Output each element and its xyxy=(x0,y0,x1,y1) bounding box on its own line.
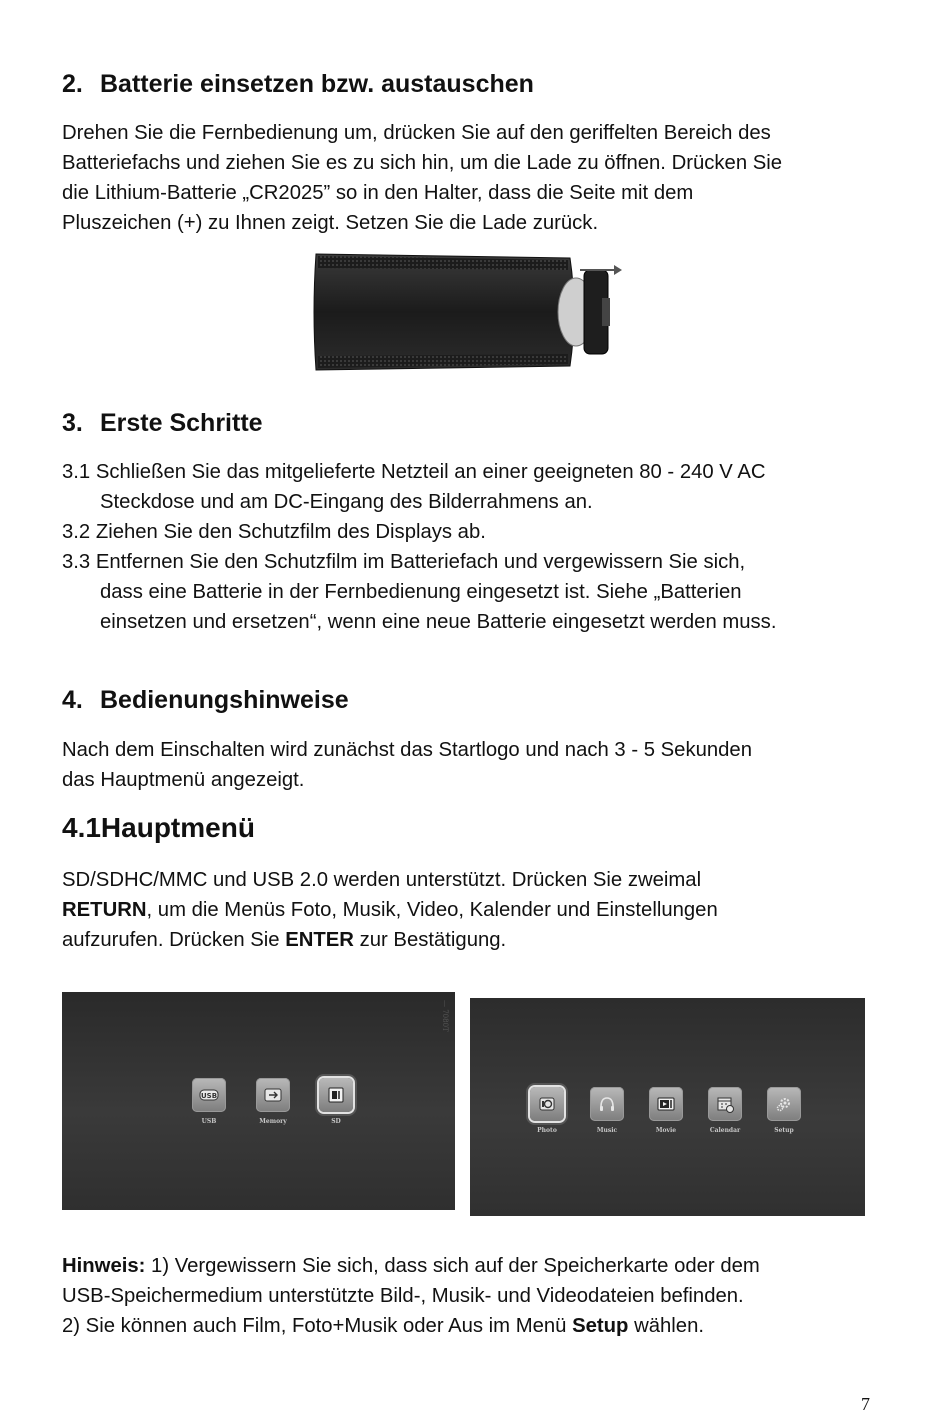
section-3-list xyxy=(62,457,882,637)
section-title: Batterie einsetzen bzw. austauschen xyxy=(100,70,534,98)
list-item-continuation: einsetzen und ersetzen“, wenn eine neue Batterie eingesetzt werden muss. xyxy=(100,611,777,633)
tray-grip xyxy=(602,298,610,326)
model-label: — 7080T xyxy=(441,1000,449,1032)
page-number: 7 xyxy=(861,1394,870,1414)
section-number: 3. xyxy=(62,409,83,437)
text-line xyxy=(62,925,882,955)
text-line: Pluszeichen (+) zu Ihnen zeigt. Setzen Sie die Lade zurück. xyxy=(62,212,599,234)
source-menu-screenshot xyxy=(62,992,455,1210)
note-label: Hinweis: xyxy=(62,1255,146,1277)
sd-label: SD xyxy=(331,1118,341,1125)
setup-menu-label: Setup xyxy=(572,1315,629,1337)
text-fragment: wählen. xyxy=(628,1315,704,1337)
text-line: Batteriefachs und ziehen Sie es zu sich hin, um die Lade zu öffnen. Drücken Sie xyxy=(62,152,783,174)
text-line xyxy=(62,895,882,925)
section-title: Erste Schritte xyxy=(100,409,263,437)
list-item-continuation: Steckdose und am DC-Eingang des Bilderrahmens an. xyxy=(100,491,593,513)
movie-icon xyxy=(649,1087,683,1121)
section-2-heading xyxy=(62,70,534,99)
svg-text:USB: USB xyxy=(200,1092,218,1100)
section-4-1-heading: 4.1Hauptmenü xyxy=(62,812,255,843)
section-title: Bedienungshinweise xyxy=(100,686,349,714)
text-fragment: aufzurufen. Drücken Sie xyxy=(62,929,286,951)
text-line: Nach dem Einschalten wird zunächst das Startlogo und nach 3 - 5 Sekunden xyxy=(62,739,752,761)
list-item: 3.1 Schließen Sie das mitgelieferte Netzteil an einer geeigneten 80 - 240 V AC xyxy=(62,461,766,483)
music-label: Music xyxy=(596,1127,618,1134)
memory-icon xyxy=(256,1078,290,1112)
return-key-label: RETURN xyxy=(62,899,147,921)
section-4-paragraph xyxy=(62,735,882,795)
text-fragment: , um die Menüs Foto, Musik, Video, Kalender und Einstellungen xyxy=(146,899,718,921)
list-item: 3.3 Entfernen Sie den Schutzfilm im Batteriefach und vergewissern Sie sich, xyxy=(62,551,746,573)
remote-body xyxy=(314,254,574,370)
text-line: Drehen Sie die Fernbedienung um, drücken Sie auf den geriffelten Bereich des xyxy=(62,122,771,144)
setup-gear-icon xyxy=(767,1087,801,1121)
text-fragment: 1) Vergewissern Sie sich, dass sich auf der Speicherkarte oder dem xyxy=(145,1255,760,1277)
calendar-label: Calendar xyxy=(709,1127,741,1134)
usb-icon xyxy=(192,1078,226,1112)
sd-card-icon xyxy=(319,1078,353,1112)
remote-battery-illustration xyxy=(312,248,632,376)
text-line: das Hauptmenü angezeigt. xyxy=(62,769,305,791)
pull-arrow-head xyxy=(614,265,622,275)
setup-label: Setup xyxy=(774,1127,794,1134)
enter-key-label: ENTER xyxy=(285,929,354,951)
list-item-continuation: dass eine Batterie in der Fernbedienung eingesetzt ist. Siehe „Batterien xyxy=(100,581,742,603)
text-line xyxy=(62,1251,882,1281)
section-2-paragraph xyxy=(62,118,882,238)
photo-icon xyxy=(530,1087,564,1121)
text-line xyxy=(62,1311,882,1341)
list-item: 3.2 Ziehen Sie den Schutzfilm des Displays ab. xyxy=(62,521,486,543)
calendar-icon xyxy=(708,1087,742,1121)
section-number: 4. xyxy=(62,686,83,714)
section-3-heading xyxy=(62,409,263,438)
text-line: USB-Speichermedium unterstützte Bild-, Musik- und Videodateien befinden. xyxy=(62,1285,744,1307)
photo-label: Photo xyxy=(537,1127,557,1134)
section-number: 2. xyxy=(62,70,83,98)
text-line: SD/SDHC/MMC und USB 2.0 werden unterstützt. Drücken Sie zweimal xyxy=(62,869,702,891)
text-fragment: zur Bestätigung. xyxy=(353,929,507,951)
text-line: die Lithium-Batterie „CR2025” so in den Halter, dass die Seite mit dem xyxy=(62,182,694,204)
section-4-1-paragraph xyxy=(62,865,882,955)
memory-label: Memory xyxy=(259,1118,287,1125)
usb-label: USB xyxy=(201,1118,217,1125)
note-paragraph xyxy=(62,1251,882,1341)
movie-label: Movie xyxy=(655,1127,677,1134)
music-icon xyxy=(590,1087,624,1121)
section-4-heading xyxy=(62,686,349,715)
main-menu-screenshot xyxy=(470,998,865,1216)
text-fragment: 2) Sie können auch Film, Foto+Musik oder Aus im Menü xyxy=(62,1315,573,1337)
